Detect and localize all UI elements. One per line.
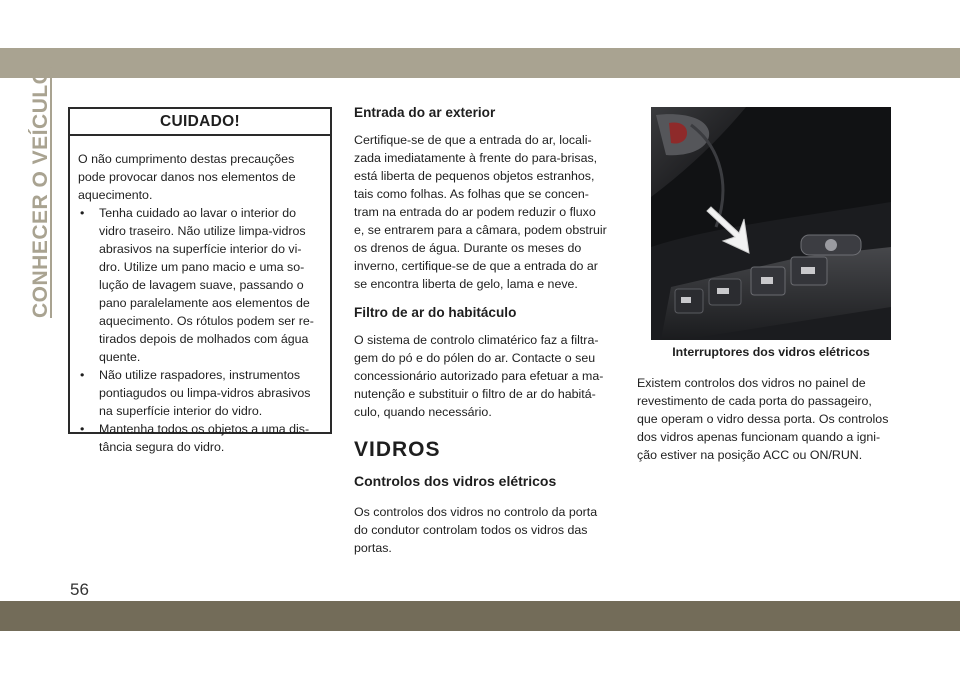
caution-intro-line: O não cumprimento destas precauções — [78, 152, 295, 166]
text-line: que operam o vidro dessa porta. Os controlos — [637, 412, 889, 426]
caution-bullet-line: quente. — [99, 350, 141, 364]
caution-bullet-line: tirados depois de molhados com água — [99, 332, 309, 346]
text-line: revestimento de cada porta do passageiro, — [637, 394, 872, 408]
caution-intro-line: aquecimento. — [78, 188, 153, 202]
caution-bullet-line: pano paralelamente aos elementos de — [99, 296, 310, 310]
caution-bullet-line: aquecimento. Os rótulos podem ser re- — [99, 314, 314, 328]
cabin-filter-paragraph — [354, 331, 618, 421]
cabin-filter-heading: Filtro de ar do habitáculo — [354, 305, 517, 320]
caution-body — [70, 136, 330, 456]
text-line: inverno, certifique-se de que a entrada do ar — [354, 259, 598, 273]
windows-heading: VIDROS — [354, 438, 441, 461]
caution-bullet-line: pontiagudos ou limpa-vidros abrasivos — [99, 386, 311, 400]
passenger-windows-paragraph — [637, 374, 905, 464]
air-inlet-heading: Entrada do ar exterior — [354, 105, 496, 120]
figure-caption: Interruptores dos vidros elétricos — [672, 345, 870, 359]
text-line: tais como folhas. As folhas que se concen- — [354, 187, 589, 201]
caution-intro-line: pode provocar danos nos elementos de — [78, 170, 296, 184]
middle-column — [354, 103, 618, 557]
text-line: e, se entrarem para a câmara, podem obstruir — [354, 223, 607, 237]
caution-bullet-line: Não utilize raspadores, instrumentos — [99, 368, 301, 382]
text-line: Certifique-se de que a entrada do ar, locali- — [354, 133, 592, 147]
text-line: O sistema de controlo climatérico faz a filtra- — [354, 333, 599, 347]
text-line: concessionário autorizado para efetuar a ma- — [354, 369, 604, 383]
window-switches-illustration — [651, 107, 891, 340]
caution-bullet — [78, 366, 322, 420]
bottom-band — [0, 601, 960, 631]
section-side-title: CONHECER O VEÍCULO — [29, 67, 52, 318]
caution-bullet-line: na superfície interior do vidro. — [99, 404, 263, 418]
caution-bullet-line: dro. Utilize um pano macio e uma so- — [99, 260, 305, 274]
caution-intro — [78, 150, 322, 204]
text-line: dos vidros apenas funcionam quando a igni- — [637, 430, 881, 444]
right-column — [637, 374, 905, 464]
caution-box — [68, 107, 332, 454]
top-band — [0, 48, 960, 78]
caution-bullet-line: vidro traseiro. Não utilize limpa-vidros — [99, 224, 306, 238]
text-line: do condutor controlam todos os vidros das — [354, 523, 588, 537]
caution-bullet-line: Tenha cuidado ao lavar o interior do — [99, 206, 297, 220]
text-line: tram na entrada do ar podem reduzir o fluxo — [354, 205, 596, 219]
caution-bullet-line: tância segura do vidro. — [99, 440, 225, 454]
caution-bullet-line: Mantenha todos os objetos a uma dis- — [99, 422, 310, 436]
bullet-icon: • — [80, 422, 85, 436]
text-line: gem do pó e do pólen do ar. Contacte o seu — [354, 351, 596, 365]
text-line: se encontra liberta de gelo, lama e neve. — [354, 277, 578, 291]
caution-list — [78, 204, 322, 456]
caution-bullet-line: abrasivos na superfície interior do vi- — [99, 242, 302, 256]
text-line: nutenção e substituir o filtro de ar do habitá- — [354, 387, 596, 401]
text-line: Os controlos dos vidros no controlo da porta — [354, 505, 598, 519]
power-windows-paragraph — [354, 503, 618, 557]
caution-bullet — [78, 420, 322, 456]
bullet-icon: • — [80, 368, 85, 382]
air-inlet-paragraph — [354, 131, 618, 293]
text-line: está liberta de pequenos objetos estranhos, — [354, 169, 595, 183]
text-line: culo, quando necessário. — [354, 405, 492, 419]
text-line: ção estiver na posição ACC ou ON/RUN. — [637, 448, 863, 462]
caution-bullet-line: lução de lavagem suave, passando o — [99, 278, 304, 292]
power-windows-subheading: Controlos dos vidros elétricos — [354, 473, 557, 489]
text-line: portas. — [354, 541, 392, 555]
page-number: 56 — [70, 580, 89, 599]
text-line: zada imediatamente à frente do para-brisas, — [354, 151, 598, 165]
text-line: os drenos de água. Durante os meses do — [354, 241, 582, 255]
window-switches-photo — [651, 107, 891, 340]
text-line: Existem controlos dos vidros no painel de — [637, 376, 866, 390]
bullet-icon: • — [80, 206, 85, 220]
caution-title: CUIDADO! — [70, 109, 330, 136]
caution-bullet — [78, 204, 322, 366]
